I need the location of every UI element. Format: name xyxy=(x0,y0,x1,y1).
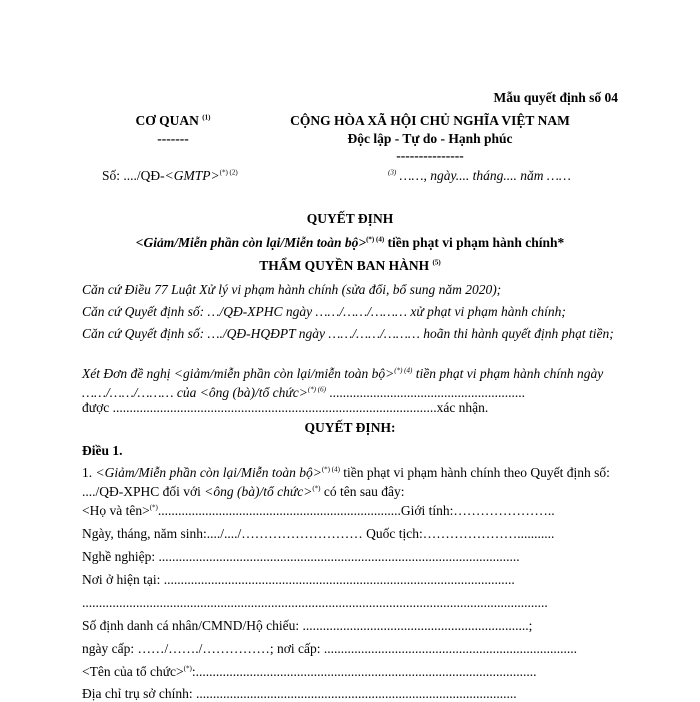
subject-note: (*) (4) xyxy=(366,235,385,244)
org-dots: :..................................................................................................... xyxy=(191,664,537,679)
subject-rest: tiền phạt vi phạm hành chính* xyxy=(387,235,565,250)
item1-note: (*) (4) xyxy=(321,465,340,474)
field-id-number: Số định danh cá nhân/CMND/Hộ chiếu: ...................................................................; xyxy=(82,618,533,633)
item1-text: tiền phạt vi phạm hành chính theo Quyết định số: ..../QĐ-XPHC đối với xyxy=(82,465,610,499)
number-code: <GMTP> xyxy=(164,168,220,183)
form-label: Mẫu quyết định số 04 xyxy=(493,90,618,105)
request-note-2: (*) (6) xyxy=(307,385,326,394)
field-residence-continued: .......................................................................................................................................... xyxy=(82,595,548,610)
agency-text: CƠ QUAN xyxy=(135,113,199,128)
subject-italic: <Giảm/Miễn phần còn lại/Miễn toàn bộ> xyxy=(135,235,367,250)
basis-penalty-decision: Căn cứ Quyết định số: …/QĐ-XPHC ngày ……/……/……… xử phạt vi phạm hành chính; xyxy=(82,304,566,319)
field-hq-address: Địa chỉ trụ sở chính: ............................................................................................... xyxy=(82,686,517,701)
basis-request xyxy=(82,364,622,402)
basis-postpone-decision: Căn cứ Quyết định số: …./QĐ-HQĐPT ngày ……/……/……… hoãn thi hành quyết định phạt tiền; xyxy=(82,326,614,341)
decision-number xyxy=(102,168,238,184)
authority-note: (5) xyxy=(432,258,441,267)
agency-name xyxy=(118,113,228,129)
number-prefix: Số: ..../QĐ- xyxy=(102,168,165,183)
name-note: (*) xyxy=(149,503,158,512)
field-organization-name xyxy=(82,664,536,680)
issuing-authority xyxy=(0,258,700,274)
article-1-item-1 xyxy=(82,463,622,501)
item1-italic: <Giảm/Miễn phần còn lại/Miễn toàn bộ> xyxy=(95,465,322,480)
article-1: Điều 1. xyxy=(82,443,123,458)
request-confirmation: được ................................................................................................xác nhận. xyxy=(82,400,489,415)
item1-end: có tên sau đây: xyxy=(323,484,405,499)
number-note: (*) (2) xyxy=(219,168,238,177)
country-name: CỘNG HÒA XÃ HỘI CHỦ NGHĨA VIỆT NAM xyxy=(290,113,570,128)
name-dots: ........................................................................Giới tính:………………….. xyxy=(157,503,555,518)
field-residence: Nơi ở hiện tại: ........................................................................................................ xyxy=(82,572,515,587)
item1-num: 1. xyxy=(82,465,96,480)
request-part-a: Xét Đơn đề nghị <giảm/miễn phần còn lại/miễn toàn bộ> xyxy=(82,366,395,381)
item1-subject: <ông (bà)/tổ chức> xyxy=(204,484,313,499)
org-note: (*) xyxy=(183,664,192,673)
document-title: QUYẾT ĐỊNH xyxy=(306,211,394,226)
request-part-c: .......................................................... xyxy=(329,385,526,400)
request-note-1: (*) (4) xyxy=(394,366,413,375)
authority-text: THẨM QUYỀN BAN HÀNH xyxy=(259,258,430,273)
field-issue-date-place: ngày cấp: ……/……./……………; nơi cấp: ........................................................................... xyxy=(82,641,577,656)
agency-note: (1) xyxy=(202,113,211,122)
org-label: <Tên của tổ chức> xyxy=(82,664,184,679)
field-occupation: Nghề nghiệp: ........................................................................................................... xyxy=(82,549,520,564)
motto-underline: --------------- xyxy=(396,148,464,163)
name-label: <Họ và tên> xyxy=(82,503,150,518)
document-subject xyxy=(0,235,700,251)
date-text: ……, ngày.... tháng.... năm …… xyxy=(399,168,571,183)
motto: Độc lập - Tự do - Hạnh phúc xyxy=(347,131,513,146)
item1-note-2: (*) xyxy=(312,484,321,493)
request-part-b: tiền phạt vi phạm hành chính ngày ……/……/……… của <ông (bà)/tổ chức> xyxy=(82,366,604,400)
basis-law: Căn cứ Điều 77 Luật Xử lý vi phạm hành chính (sửa đổi, bổ sung năm 2020); xyxy=(82,282,502,297)
decision-heading: QUYẾT ĐỊNH: xyxy=(304,420,396,435)
date-note: (3) xyxy=(388,168,397,177)
agency-underline: ------- xyxy=(157,131,189,146)
field-dob-nationality: Ngày, tháng, năm sinh:..../..../……………………… Quốc tịch:…………………........... xyxy=(82,526,555,541)
issue-place-date xyxy=(388,168,571,184)
field-full-name xyxy=(82,503,555,519)
